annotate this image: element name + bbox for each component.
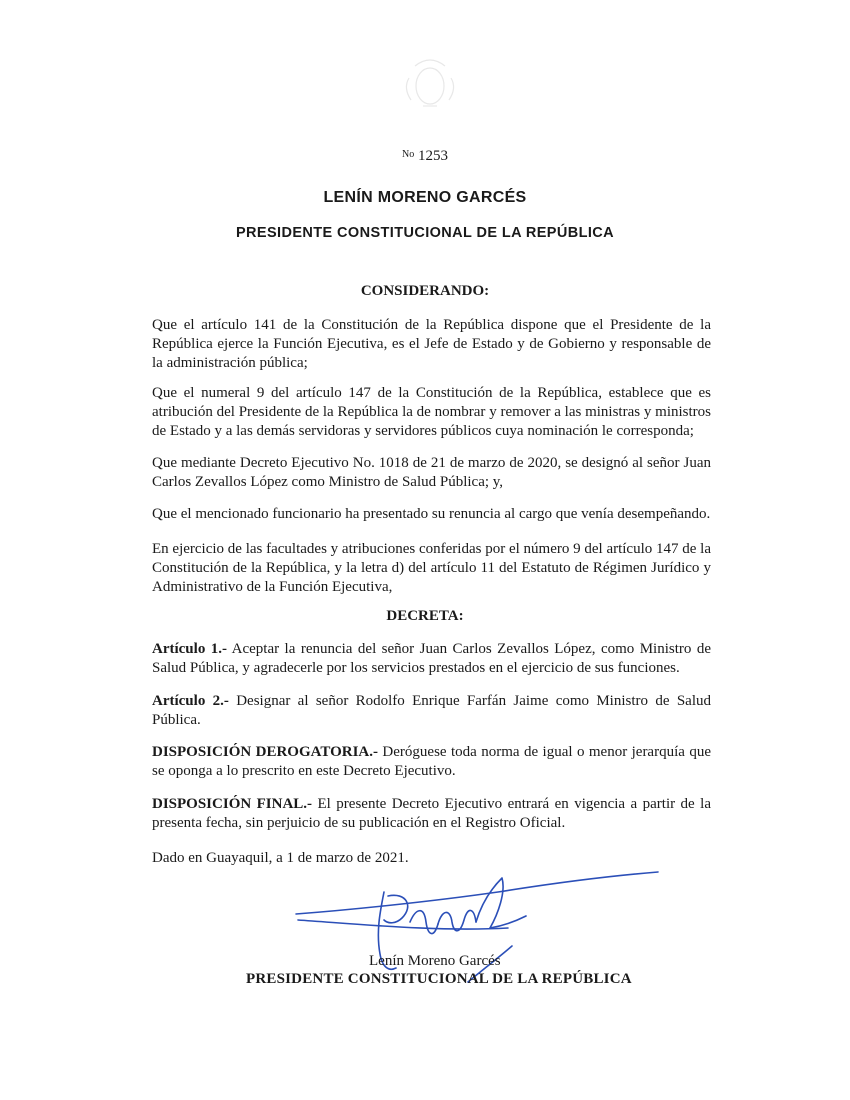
article-paragraph: [152, 692, 711, 730]
article-text: Deróguese toda norma de igual o menor jerarquía que se oponga a lo prescrito en este Decreto Ejecutivo.: [152, 744, 711, 779]
considerando-paragraph: En ejercicio de las facultades y atribuciones conferidas por el número 9 del artículo 147 de la Constitución de la República, y la letra d) del artículo 11 del Estatuto de Régimen Jurídico y Administrativo de la Función Ejecutiva,: [152, 541, 711, 595]
decreta-heading: DECRETA:: [386, 608, 464, 624]
considerando-heading: CONSIDERANDO:: [360, 283, 490, 299]
article-paragraph: [152, 795, 711, 833]
article-paragraph: [152, 640, 711, 678]
signatory-name: Lenín Moreno Garcés: [369, 953, 501, 969]
decree-number-symbol: No: [402, 149, 415, 160]
considerando-paragraph: Que el artículo 141 de la Constitución de la República dispone que el Presidente de la República ejerce la Función Ejecutiva, es el Jefe de Estado y de Gobierno y responsable de la administración pública;: [152, 317, 711, 371]
article-text: Aceptar la renuncia del señor Juan Carlos Zevallos López, como Ministro de Salud Pública, y agradecerle por los servicios prestados en el ejercicio de sus funciones.: [152, 641, 711, 676]
considerando-paragraph: Que el numeral 9 del artículo 147 de la Constitución de la República, establece que es atribución del Presidente de la República la de nombrar y remover a las ministras y ministros de Estado y a las demás servidoras y servidores públicos cuya nominación le corresponda;: [152, 385, 711, 439]
coat-of-arms-watermark-icon: [395, 48, 465, 118]
article-text: El presente Decreto Ejecutivo entrará en vigencia a partir de la presenta fecha, sin perjuicio de su publicación en el Registro Oficial.: [152, 796, 711, 831]
president-name: LENÍN MORENO GARCÉS: [323, 189, 527, 206]
considerando-paragraph: Que el mencionado funcionario ha presentado su renuncia al cargo que venía desempeñando.: [152, 506, 711, 522]
closing-date: Dado en Guayaquil, a 1 de marzo de 2021.: [152, 850, 409, 866]
article-label: DISPOSICIÓN DEROGATORIA.-: [152, 744, 378, 760]
considerando-paragraph: Que mediante Decreto Ejecutivo No. 1018 de 21 de marzo de 2020, se designó al señor Juan Carlos Zevallos López como Ministro de Salud Pública; y,: [152, 455, 711, 490]
article-paragraph: [152, 743, 711, 781]
article-label: Artículo 1.-: [152, 641, 228, 657]
article-label: Artículo 2.-: [152, 693, 229, 709]
decree-number-value: 1253: [417, 148, 448, 164]
signatory-title: PRESIDENTE CONSTITUCIONAL DE LA REPÚBLICA: [246, 971, 632, 987]
decree-number: [0, 148, 850, 165]
article-label: DISPOSICIÓN FINAL.-: [152, 796, 313, 812]
article-text: Designar al señor Rodolfo Enrique Farfán Jaime como Ministro de Salud Pública.: [152, 693, 711, 728]
president-title: PRESIDENTE CONSTITUCIONAL DE LA REPÚBLICA: [235, 225, 615, 241]
